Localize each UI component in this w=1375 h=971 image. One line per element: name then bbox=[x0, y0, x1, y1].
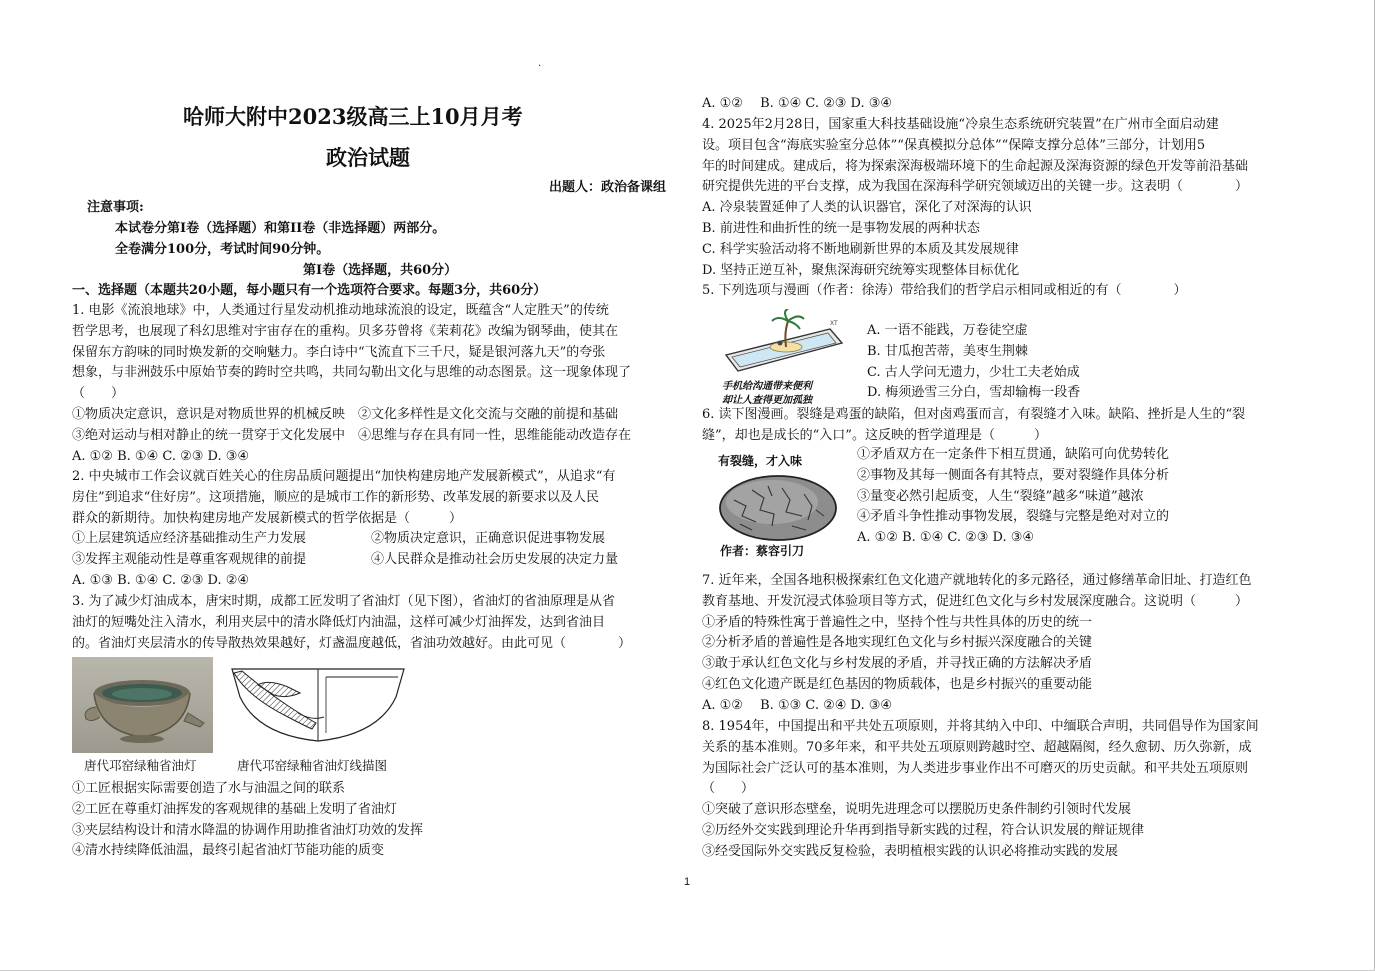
question-stem-line: 6. 读下图漫画。裂缝是鸡蛋的缺陷，但对卤鸡蛋而言，有裂缝才入味。缺陷、挫折是人生的“裂 bbox=[702, 407, 1246, 422]
question-stem-line: 8. 1954年，中国提出和平共处五项原则，并将其纳入中印、中缅联合声明，共同倡导作为国家间 bbox=[702, 719, 1259, 734]
question-stem-line: 缝”，却也是成长的“入口”。这反映的哲学道理是（ ） bbox=[702, 427, 1047, 443]
question-stem-line: 教育基地、开发沉浸式体验项目等方式，促进红色文化与乡村发展深度融合。这说明（ ） bbox=[702, 593, 1249, 609]
question-item: ②工匠在尊重灯油挥发的客观规律的基础上发明了省油灯 bbox=[72, 801, 398, 817]
exam-subject: 政治试题 bbox=[326, 145, 410, 170]
question-stem-line: 7. 近年来，全国各地积极探索红色文化遗产就地转化的多元路径，通过修缮革命旧址、打造红色 bbox=[702, 573, 1252, 588]
notice-line-2: 全卷满分100分，考试时间90分钟。 bbox=[115, 242, 330, 257]
question-stem-line: 房住”到追求“住好房”。这项措施，顺应的是城市工作的新形势、改革发展的新要求以及人民 bbox=[72, 489, 599, 505]
answer-options: A. ①② B. ①④ C. ②③ D. ③④ bbox=[72, 448, 250, 464]
question-item: A. 一语不能践，万卷徒空虚 bbox=[867, 323, 1028, 338]
question-stem-line: 的。省油灯夹层清水的传导散热效果越好，灯盏温度越低，省油功效越好。由此可见（ ） bbox=[72, 635, 632, 651]
question-item: ②事物及其每一侧面各有其特点，要对裂缝作具体分析 bbox=[857, 467, 1170, 483]
question-6-options bbox=[857, 445, 1169, 549]
question-3-items bbox=[72, 779, 423, 862]
answer-options: A. ①② B. ①④ C. ②③ D. ③④ bbox=[702, 96, 893, 111]
question-item: ①突破了意识形态壁垒，说明先进理念可以摆脱历史条件制约引领时代发展 bbox=[702, 802, 1132, 818]
question-item: ①工匠根据实际需要创造了水与油温之间的联系 bbox=[72, 781, 346, 796]
question-stem-line: 群众的新期待。加快构建房地产发展新模式的哲学依据是（ ） bbox=[72, 510, 463, 526]
question-2 bbox=[72, 467, 618, 592]
answer-options: A. ①② B. ①④ C. ②③ D. ③④ bbox=[857, 530, 1035, 546]
notice-heading: 注意事项: bbox=[87, 200, 144, 215]
oil-lamp-photo bbox=[72, 657, 213, 753]
top-dot: . bbox=[538, 58, 542, 69]
question-4 bbox=[702, 115, 1248, 302]
question-stem-line: 关系的基本准则。70多年来，和平共处五项原则跨越时空、超越隔阂，经久愈韧、历久弥新，成 bbox=[702, 739, 1252, 755]
cracked-egg-icon bbox=[712, 466, 842, 546]
question-item: ④红色文化遗产既是红色基因的物质载体，也是乡村振兴的重要动能 bbox=[702, 676, 1093, 692]
question-item: ③敢于承认红色文化与乡村发展的矛盾，并寻找正确的方法解决矛盾 bbox=[702, 656, 1093, 672]
cartoon-title: 有裂缝，才入味 bbox=[718, 454, 803, 468]
question-stem-line: （ ） bbox=[72, 386, 125, 402]
question-item: ①矛盾的特殊性寓于普遍性之中，坚持个性与共性具体的历史的统一 bbox=[702, 614, 1093, 630]
section-heading: 第I卷（选择题，共60分） bbox=[303, 263, 458, 278]
question-stem-line: 1. 电影《流浪地球》中，人类通过行星发动机推动地球流浪的设定，既蕴含“人定胜天”的传统 bbox=[72, 303, 609, 318]
cracked-egg-cartoon bbox=[712, 450, 842, 560]
question-item: ①物质决定意识，意识是对物质世界的机械反映 ②文化多样性是文化交流与交融的前提和基础 bbox=[72, 406, 619, 422]
exam-author: 出题人：政治备课组 bbox=[549, 180, 667, 195]
question-stem-line: 年的时间建成。建成后，将为探索深海极端环境下的生命起源及深海资源的绿色开发等前沿基础 bbox=[702, 158, 1249, 174]
notice-line-1: 本试卷分第I卷（选择题）和第II卷（非选择题）两部分。 bbox=[115, 221, 446, 236]
question-item: B. 甘瓜抱苦蒂，美枣生荆棘 bbox=[867, 343, 1028, 359]
question-item: ②分析矛盾的普遍性是各地实现红色文化与乡村振兴深度融合的关键 bbox=[702, 635, 1093, 651]
question-item: ③发挥主观能动性是尊重客观规律的前提 ④人民群众是推动社会历史发展的决定力量 bbox=[72, 552, 619, 568]
cartoon-signature: XT bbox=[830, 320, 838, 327]
question-stem-line: 4. 2025年2月28日，国家重大科技基础设施“冷泉生态系统研究装置”在广州市全面启动建 bbox=[702, 117, 1219, 132]
phone-island-icon bbox=[718, 309, 848, 383]
answer-options: A. ①② B. ①③ C. ②④ D. ③④ bbox=[702, 697, 893, 713]
question-item: B. 前进性和曲折性的统一是事物发展的两种状态 bbox=[702, 220, 980, 236]
question-item: ③经受国际外交实践反复检验，表明植根实践的认识必将推动实践的发展 bbox=[702, 843, 1119, 859]
cartoon-caption-line: 却让人查得更加孤独 bbox=[722, 395, 812, 406]
question-3 bbox=[72, 592, 631, 654]
question-1 bbox=[72, 301, 631, 467]
question-stem-line: （ ） bbox=[702, 781, 755, 797]
question-stem-line: 设。项目包含“海底实验室分总体”“保真模拟分总体”“保障支撑分总体”三部分，计划用5 bbox=[702, 137, 1206, 153]
question-item: ①矛盾双方在一定条件下相互贯通，缺陷可向优势转化 bbox=[857, 447, 1170, 462]
question-item: ③量变必然引起质变，人生“裂缝”越多“味道”越浓 bbox=[857, 488, 1144, 504]
question-7 bbox=[702, 571, 1252, 717]
question-5-options bbox=[867, 321, 1080, 404]
cartoon-author: 作者：蔡容引刀 bbox=[720, 544, 805, 558]
exam-title: 哈师大附中2023级高三上10月月考 bbox=[183, 104, 523, 129]
lamp-drawing-icon bbox=[228, 657, 408, 753]
question-item: C. 古人学问无遗力，少壮工夫老始成 bbox=[867, 364, 1080, 380]
question-stem-line: 5. 下列选项与漫画（作者：徐涛）带给我们的哲学启示相同或相近的有（ ） bbox=[702, 283, 1187, 299]
oil-lamp-icon bbox=[72, 657, 213, 753]
answer-options: A. ①③ B. ①④ C. ②③ D. ②④ bbox=[72, 572, 250, 588]
question-3-answers bbox=[702, 94, 892, 115]
photo-caption: 唐代邛窑绿釉省油灯 bbox=[84, 758, 197, 773]
question-item: A. 冷泉装置延伸了人类的认识器官，深化了对深海的认识 bbox=[702, 200, 1032, 216]
part-heading: 一、选择题（本题共20小题，每小题只有一个选项符合要求。每题3分，共60分） bbox=[72, 283, 547, 298]
oil-lamp-line-drawing bbox=[228, 657, 408, 753]
question-item: ②历经外交实践到理论升华再到指导新实践的过程，符合认识发展的辩证规律 bbox=[702, 822, 1145, 838]
question-item: D. 坚持正逆互补，聚焦深海研究统筹实现整体目标优化 bbox=[702, 262, 1020, 278]
question-item: ④清水持续降低油温，最终引起省油灯节能功能的质变 bbox=[72, 843, 385, 859]
question-stem-line: 保留东方韵味的同时焕发新的交响魅力。李白诗中“飞流直下三千尺，疑是银河落九天”的夸张 bbox=[72, 344, 606, 360]
question-stem-line: 想象，与非洲鼓乐中原始节奏的跨时空共鸣，共同勾勒出文化与思维的动态图景。这一现象体现了 bbox=[72, 365, 632, 381]
question-item: C. 科学实验活动将不断地刷新世界的本质及其发展规律 bbox=[702, 241, 1019, 257]
question-item: ③夹层结构设计和清水降温的协调作用助推省油灯功效的发挥 bbox=[72, 822, 424, 838]
question-stem-line: 为国际社会广泛认可的基本准则，为人类进步事业作出不可磨灭的历史贡献。和平共处五项原则 bbox=[702, 760, 1249, 776]
question-stem-line: 2. 中央城市工作会议就百姓关心的住房品质问题提出“加快构建房地产发展新模式”，从追求“有 bbox=[72, 469, 616, 484]
question-item: D. 梅须逊雪三分白，雪却输梅一段香 bbox=[867, 385, 1081, 401]
question-stem-line: 3. 为了减少灯油成本，唐宋时期，成都工匠发明了省油灯（见下图），省油灯的省油原理是从省 bbox=[72, 594, 616, 609]
question-6 bbox=[702, 405, 1245, 447]
question-stem-line: 研究提供先进的平台支撑，成为我国在深海科学研究领域迈出的关键一步。这表明（ ） bbox=[702, 179, 1249, 195]
question-item: ④矛盾斗争性推动事物发展，裂缝与完整是绝对对立的 bbox=[857, 509, 1170, 525]
cartoon-caption-line: 手机给沟通带来便利 bbox=[722, 381, 812, 392]
phone-island-cartoon bbox=[718, 309, 848, 405]
drawing-caption: 唐代邛窑绿釉省油灯线描图 bbox=[237, 758, 388, 773]
question-stem-line: 哲学思考，也展现了科幻思维对宇宙存在的重构。贝多芬曾将《茉莉花》改编为钢琴曲，使其在 bbox=[72, 323, 619, 339]
page-number: 1 bbox=[684, 876, 691, 888]
question-stem-line: 油灯的短嘴处注入清水，利用夹层中的清水降低灯内油温，这样可减少灯油挥发，达到省油目 bbox=[72, 614, 606, 630]
question-item: ③绝对运动与相对静止的统一贯穿于文化发展中 ④思维与存在具有同一性，思维能能动改造存在 bbox=[72, 427, 632, 443]
question-8 bbox=[702, 717, 1259, 863]
question-item: ①上层建筑适应经济基础推动生产力发展 ②物质决定意识，正确意识促进事物发展 bbox=[72, 531, 606, 547]
